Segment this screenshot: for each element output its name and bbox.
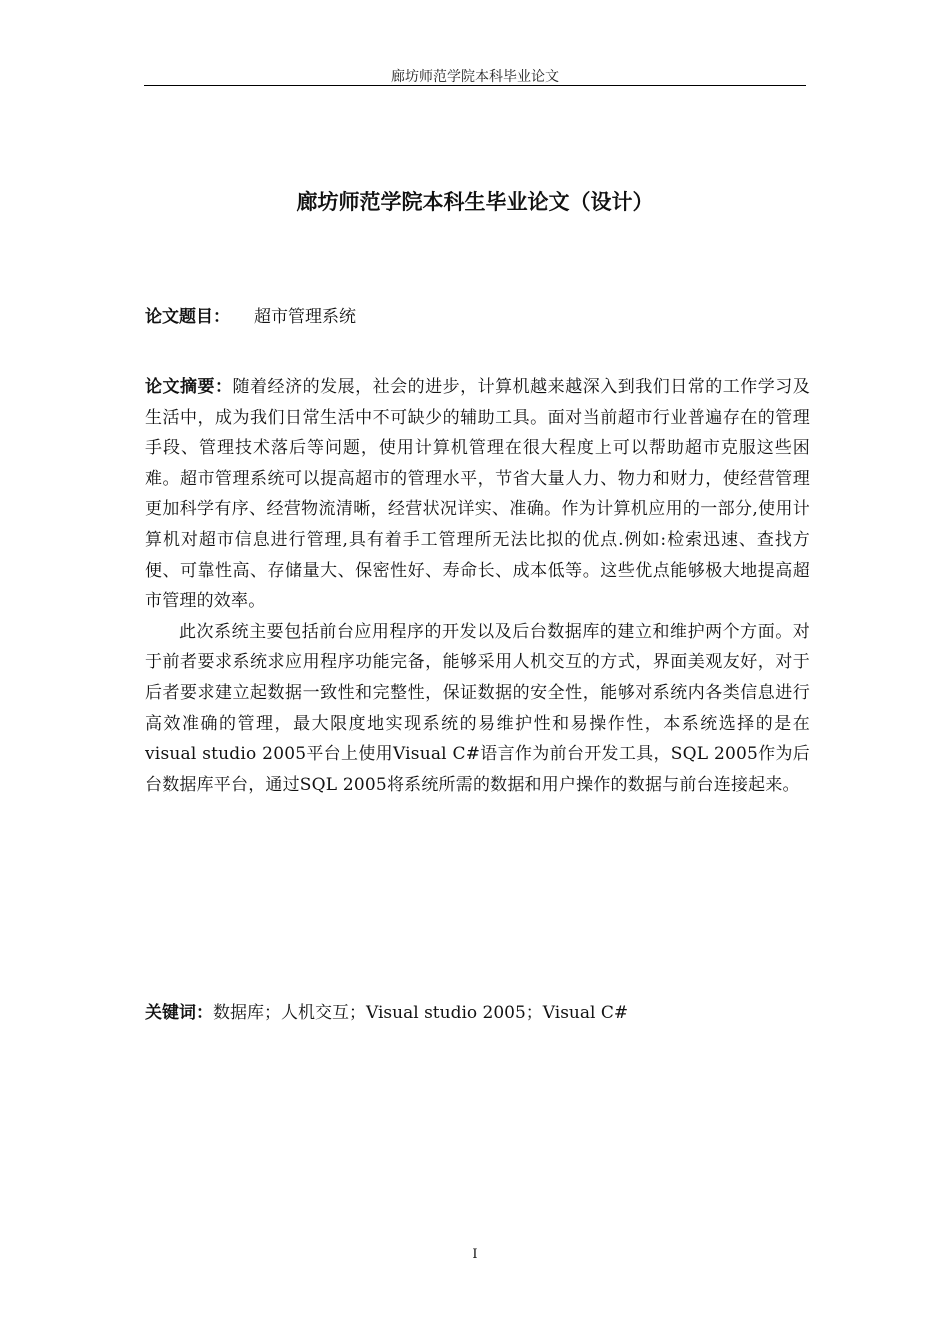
topic-label: 论文题目： bbox=[145, 307, 230, 327]
abstract-text-1: 随着经济的发展，社会的进步，计算机越来越深入到我们日常的工作学习及生活中，成为我们日常生活中不可缺少的辅助工具。面对当前超市行业普遍存在的管理手段、管理技术落后等问题，使用计算机管理在很大程度上可以帮助超市克服这些困难。超市管理系统可以提高超市的管理水平，节省大量人力、物力和财力，使经营管理更加科学有序、经营物流清晰，经营状况详实、准确。作为计算机应用的一部分,使用计算机对超市信息进行管理,具有着手工管理所无法比拟的优点.例如:检索迅速、查找方便、可靠性高、存储量大、保密性好、寿命长、成本低等。这些优点能够极大地提高超市管理的效率。 bbox=[145, 377, 810, 612]
abstract-paragraph-2: 此次系统主要包括前台应用程序的开发以及后台数据库的建立和维护两个方面。对于前者要求系统求应用程序功能完备，能够采用人机交互的方式，界面美观友好，对于后者要求建立起数据一致性和完整性，保证数据的安全性，能够对系统内各类信息进行高效准确的管理，最大限度地实现系统的易维护性和易操作性，本系统选择的是在visual studio 2005平台上使用Visual C#语言作为前台开发工具，SQL 2005作为后台数据库平台，通过SQL 2005将系统所需的数据和用户操作的数据与前台连接起来。 bbox=[145, 621, 810, 795]
topic-line bbox=[145, 302, 356, 327]
abstract-label: 论文摘要： bbox=[145, 377, 233, 397]
document-title: 廊坊师范学院本科生毕业论文（设计） bbox=[296, 190, 654, 214]
running-header: 廊坊师范学院本科毕业论文 bbox=[391, 69, 559, 85]
abstract-paragraph-1 bbox=[145, 372, 810, 617]
keywords-value: 数据库；人机交互；Visual studio 2005；Visual C# bbox=[213, 1003, 629, 1023]
keywords-label: 关键词： bbox=[145, 1003, 213, 1023]
keywords-line bbox=[145, 998, 628, 1023]
abstract-section bbox=[145, 372, 810, 800]
topic-value: 超市管理系统 bbox=[254, 307, 356, 327]
page-number: I bbox=[472, 1247, 478, 1262]
header-rule bbox=[144, 85, 806, 86]
